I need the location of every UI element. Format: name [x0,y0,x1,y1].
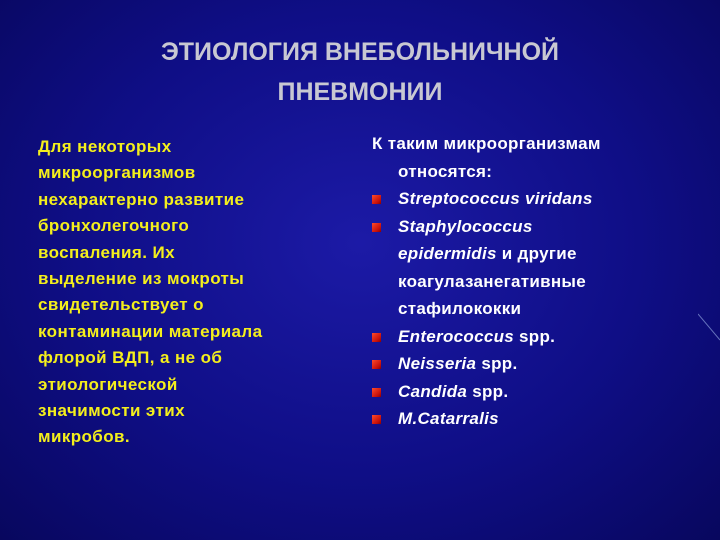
left-line: воспаления. Их [38,242,175,262]
left-line: Для некоторых [38,137,172,156]
slide-title [0,32,720,112]
organism-name: M.Catarralis [398,409,499,428]
title-line-2: ПНЕВМОНИИ [277,78,443,106]
square-bullet-icon [372,223,381,232]
square-bullet-icon [372,195,381,204]
organism-name: Candida [398,381,468,401]
organism-suffix: и другие [496,244,577,263]
organism-name-continued: epidermidis [398,244,497,263]
organism-list-item [372,350,712,378]
left-line: свидетельствует о [38,295,204,315]
square-bullet-icon [372,388,381,397]
organism-list-item [372,323,712,351]
square-bullet-icon [372,415,381,424]
left-line: микробов. [38,427,130,447]
organism-suffix: spp. [476,354,518,373]
square-bullet-icon [372,360,381,369]
organism-suffix: spp. [467,381,509,401]
organism-name: Neisseria [398,354,477,373]
left-line: флорой ВДП, а не об [38,348,223,368]
organism-suffix: spp. [514,326,556,346]
decorative-streak [698,300,720,350]
left-line: бронхолегочного [38,216,190,236]
organism-list-item [372,378,712,406]
left-column-text [38,134,358,451]
organism-name: Streptococcus viridans [398,189,593,208]
organism-description: стафилококки [398,299,522,318]
right-column [372,130,712,433]
left-line: выделение из мокроты [38,269,245,289]
left-line: нехарактерно развитие [38,189,245,209]
organism-list-item [372,213,712,323]
left-line: этиологической [38,374,178,394]
left-line: значимости этих [38,401,185,421]
square-bullet-icon [372,333,381,342]
title-line-1: ЭТИОЛОГИЯ ВНЕБОЛЬНИЧНОЙ [160,38,560,66]
left-line: микроорганизмов [38,163,196,183]
right-intro-line: К таким микроорганизмам [372,134,601,153]
organism-description: коагулазанегативные [398,271,587,291]
organism-name: Staphylococcus [398,216,533,236]
organism-list-item [372,185,712,213]
left-line: контаминации материала [38,321,263,341]
right-intro-line: относятся: [398,161,493,181]
organism-name: Enterococcus [398,326,515,346]
organism-list-item [372,405,712,433]
